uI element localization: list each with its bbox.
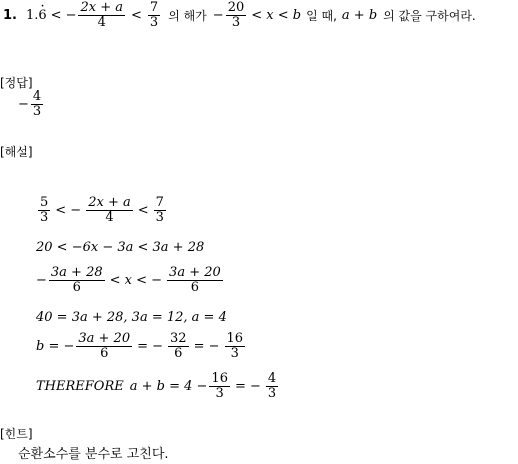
fraction-4-over-3: $\frac{4}{3}$ — [32, 89, 42, 119]
condition: < x < b — [251, 7, 302, 23]
fraction-2x-plus-a-over-4: $\frac{2x + a}{4}$ — [80, 0, 123, 30]
solution-line-6: THEREFORE a + b = 4 − $\frac{16}{3}$ = − $\frac{4}{3}$ — [36, 371, 277, 401]
repeating-decimal: 1.· 6 — [26, 8, 47, 23]
solution-line-2: 20 < −6x − 3a < 3a + 28 — [36, 240, 205, 255]
problem-statement — [3, 1, 476, 29]
solution-line-3: − $\frac{3a + 28}{6}$ < x < − $\frac{3a + 20}{6}$ — [36, 265, 221, 295]
problem-text-3: 의 값을 구하여라. — [383, 8, 476, 23]
less-than: < — [50, 7, 62, 23]
problem-number: 1. — [3, 7, 17, 23]
solution-label: [해설] — [0, 145, 33, 159]
problem-text-1: 의 해가 — [168, 8, 207, 23]
less-than: < — [131, 7, 142, 23]
solution-line-5: b = − $\frac{3a + 20}{6}$ = − $\frac{32}{6}$ = − $\frac{16}{3}$ — [36, 331, 244, 361]
hint-label: [힌트] — [0, 427, 33, 441]
hint-text: 순환소수를 분수로 고친다. — [18, 447, 169, 462]
fraction-20-over-3: $\frac{20}{3}$ — [227, 0, 245, 30]
solution-line-4: 40 = 3a + 28, 3a = 12, a = 4 — [36, 310, 227, 325]
minus-sign: − — [18, 96, 29, 112]
answer-value — [18, 90, 45, 118]
minus-sign: − — [212, 7, 224, 23]
minus-sign: − — [65, 7, 77, 23]
answer-label: [정답] — [0, 76, 33, 90]
fraction-7-over-3: $\frac{7}{3}$ — [149, 0, 159, 30]
expression-a-plus-b: a + b — [341, 7, 378, 23]
solution-line-1: $\frac{5}{3}$ < − $\frac{2x + a}{4}$ < $\frac{7}{3}$ — [40, 195, 164, 225]
problem-text-2: 일 때, — [306, 8, 337, 23]
